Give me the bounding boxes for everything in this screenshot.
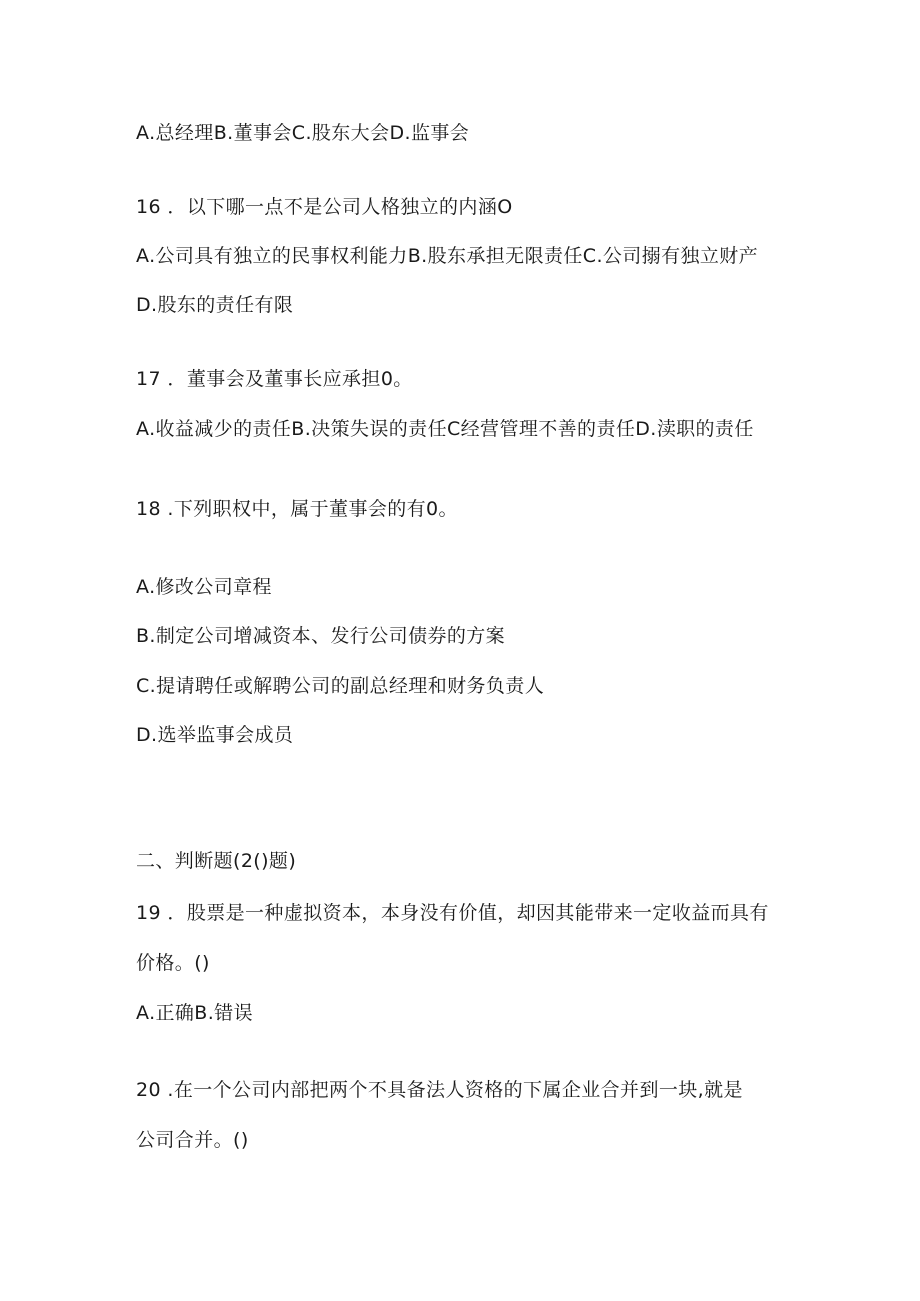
q15-options: A.总经理B.董事会C.股东大会D.监事会 <box>136 122 470 144</box>
q19-options: A.正确B.错误 <box>136 1002 253 1024</box>
q18-option-b: B.制定公司增减资本、发行公司债券的方案 <box>136 625 506 647</box>
q17-options: A.收益减少的责任B.决策失误的责任C经营管理不善的责任D.渎职的责任 <box>136 418 754 440</box>
q18-option-d: D.选举监事会成员 <box>136 724 294 746</box>
q16-options-line1: A.公司具有独立的民事权利能力B.股东承担无限责任C.公司搦有独立财产 <box>136 245 759 267</box>
q20-stem-line2: 公司合并。() <box>136 1129 249 1151</box>
q19-stem-line2: 价格。() <box>136 952 210 974</box>
q18-option-c: C.提请聘任或解聘公司的副总经理和财务负责人 <box>136 675 545 697</box>
q18-option-a: A.修改公司章程 <box>136 576 272 598</box>
section-heading-judgment: 二、判断题(2()题) <box>136 850 297 872</box>
q19-stem-line1: 19 ．股票是一种虚拟资本，本身没有价值，却因其能带来一定收益而具有 <box>136 902 769 924</box>
q16-stem: 16 ．以下哪一点不是公司人格独立的内涵O <box>136 196 513 218</box>
q17-stem: 17 ．董事会及董事长应承担0。 <box>136 368 413 390</box>
q18-stem: 18 .下列职权中，属于董事会的有0。 <box>136 498 458 520</box>
q16-options-line2: D.股东的责任有限 <box>136 294 294 316</box>
q20-stem-line1: 20 .在一个公司内部把两个不具备法人资格的下属企业合并到一块,就是 <box>136 1079 743 1101</box>
